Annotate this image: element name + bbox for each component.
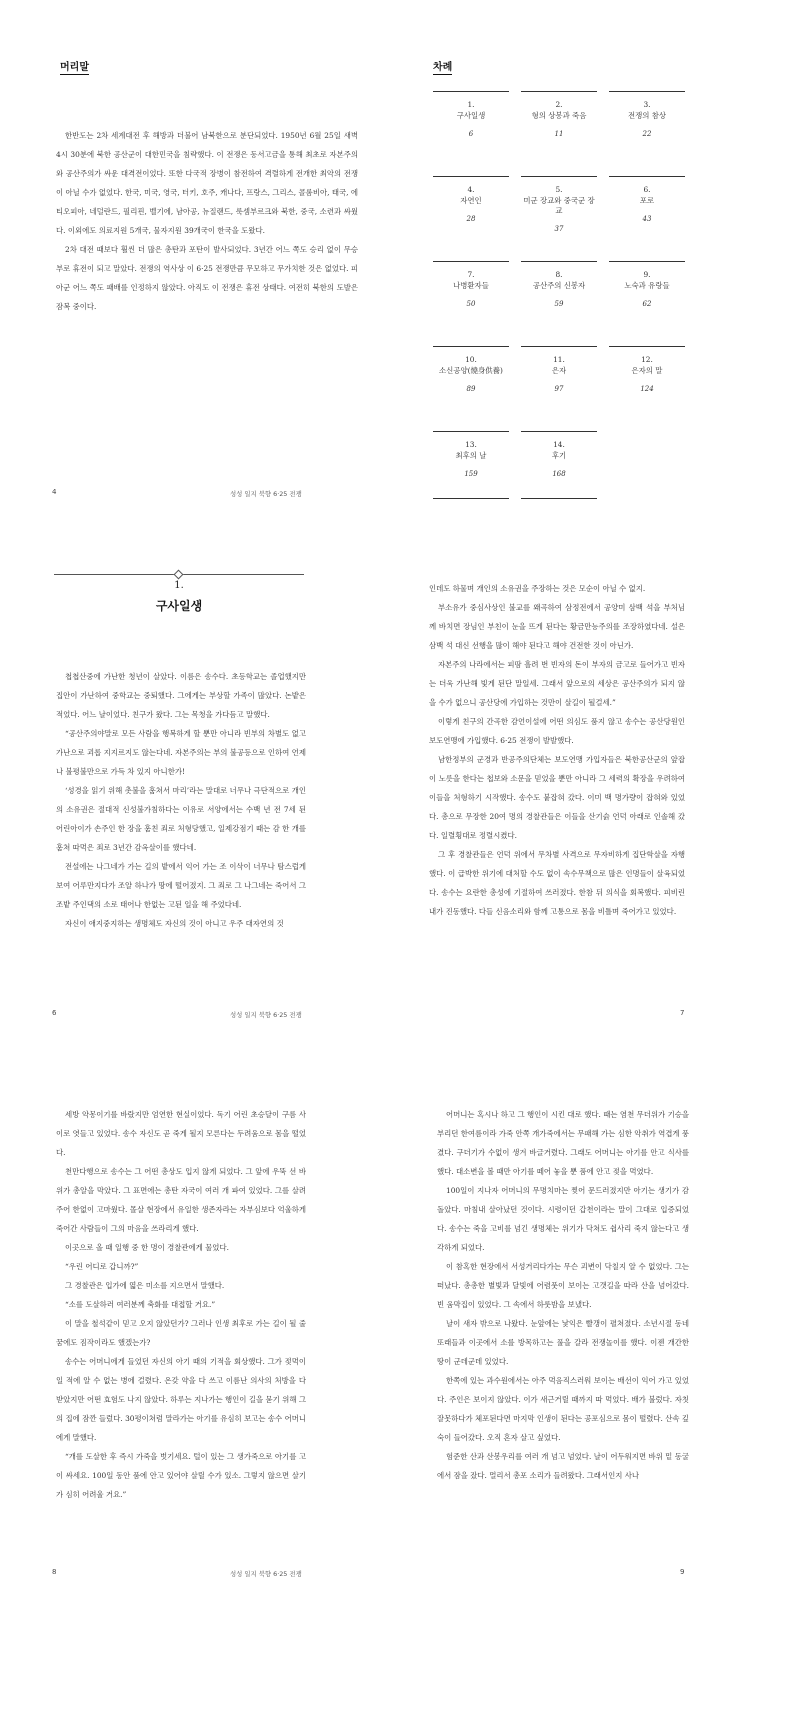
toc-page: 59: [554, 300, 564, 308]
page-number: 9: [680, 1568, 685, 1576]
paragraph: 그 경찰관은 입가에 엷은 미소를 지으면서 말했다.: [65, 1281, 225, 1290]
paragraph: 전설에는 나그네가 가는 길의 밭에서 익어 가는 조 이삭이 너무나 탐스럽게 보여 어루만지다가 조알 하나가 땅에 떨어졌지. 그 죄로 그 나그네는 죽어서 그 조밭 주인댁의 소로 태어나 한없는 고된 일을 해 주었다네.: [56, 862, 306, 909]
paragraph: 인데도 하물며 개인의 소유권을 주장하는 것은 모순이 아닐 수 없지.: [429, 584, 646, 593]
paragraph: “공산주의야말로 모든 사람을 행복하게 할 뿐만 아니라 빈부의 차별도 없고 가난으로 괴롭 지지르지도 않는다네. 자본주의는 부의 불공등으로 인하여 언제나 불평불만으로 가득 차 있지 아니한가!: [56, 729, 306, 776]
toc-number: 6.: [643, 185, 651, 194]
preface-page: [0, 0, 405, 575]
toc-page: 50: [466, 300, 476, 308]
preface-body: [56, 126, 358, 316]
page-9: [405, 1110, 810, 1725]
toc-page: 62: [642, 300, 652, 308]
toc-number: 11.: [553, 355, 565, 364]
toc-label: 최후의 날: [455, 451, 487, 460]
toc-page: 11: [554, 130, 564, 138]
toc-page: 22: [642, 130, 652, 138]
chapter-number: 1.: [174, 580, 184, 591]
toc-item[interactable]: [433, 346, 509, 414]
paragraph: 자신이 애지중지하는 생명체도 자신의 것이 아니고 우주 대자연의 것: [65, 919, 284, 928]
toc-page: 168: [552, 470, 566, 478]
paragraph: 이렇게 친구의 간곡한 감언이설에 어떤 의심도 품지 않고 송수는 공산당원인 보도연맹에 가입했다. 6·25 전쟁이 발발했다.: [429, 717, 685, 745]
paragraph: 이곳으로 올 때 일행 중 한 명이 경찰관에게 물었다.: [65, 1243, 229, 1252]
toc-label: 노숙과 유랑들: [624, 281, 670, 290]
toc-number: 10.: [465, 355, 477, 364]
toc-number: 5.: [555, 185, 563, 194]
paragraph: 첩첩산중에 가난한 청년이 살았다. 이름은 송수다. 초등학교는 졸업했지만 집안이 가난하여 중학교는 중퇴했다. 그에게는 부상할 가족이 많았다. 논밭은 적었다. 어느 날이었다. 친구가 왔다. 그는 목청을 가다듬고 말했다.: [56, 672, 306, 719]
paragraph: 남한정부의 군경과 반공주의단체는 보도연맹 가입자들은 북한공산군의 앞잡이 노릇을 한다는 첩보와 소문을 믿었을 뿐만 아니라 그 세력의 확장을 우려하여 이들을 처형하기 시작했다. 송수도 붙잡혀 갔다. 이미 백 명가량이 잡혀와 있었다. 총으로 무장한 20여 명의 경찰관들은 이들을 산기슭 언덕 아래로 인솔해 갔다. 일렬횡대로 정렬시켰다.: [429, 755, 685, 840]
toc-number: 14.: [553, 440, 565, 449]
toc-page: 124: [640, 385, 654, 393]
toc-page: 159: [464, 470, 478, 478]
page9-body: [437, 1105, 689, 1485]
chapter1-page: [0, 575, 405, 1150]
toc-page: 89: [466, 385, 476, 393]
toc-label: 구사일생: [456, 111, 486, 120]
page8-body: [56, 1105, 306, 1504]
toc-item[interactable]: [609, 91, 685, 159]
toc-item[interactable]: [521, 431, 597, 499]
paragraph: 그 후 경찰관들은 언덕 위에서 무차별 사격으로 무자비하게 집단학살을 자행했다. 이 급박한 위기에 대처할 수도 없이 속수무책으로 많은 인명들이 살육되었다. 송수는 요란한 총성에 기절하여 쓰러졌다. 한참 뒤 의식을 회복했다. 피비린내가 진동했다. 다들 신음소리와 함께 고통으로 몸을 비틀며 죽어가고 있었다.: [429, 850, 685, 916]
chapter1-body: [56, 667, 306, 933]
toc-number: 12.: [641, 355, 653, 364]
toc-label: 나병환자들: [453, 281, 489, 290]
paragraph: 한쪽에 있는 과수원에서는 아주 먹음직스러워 보이는 배선이 익어 가고 있었다. 주인은 보이지 않았다. 이가 새근거릴 때까지 따 먹었다. 배가 불렀다. 자칫 잘못하다가 체포된다면 마지막 인생이 된다는 공포심으로 몸이 떨렸다. 산속 깊숙이 들어갔다. 오직 혼자 살고 싶었다.: [437, 1376, 689, 1442]
toc-number: 8.: [555, 270, 563, 279]
paragraph: 2차 대전 때보다 훨씬 더 많은 총탄과 포탄이 발사되었다. 3년간 어느 쪽도 승리 없이 무승부로 휴전이 되고 말았다. 전쟁의 역사상 이 6·25 전쟁만큼 무모하고 무가치한 것은 없었다. 피아군 어느 쪽도 패배를 인정하지 않았다. 아직도 이 전쟁은 휴전 상태다. 여전히 북한의 도발은 잠복 중이다.: [56, 245, 358, 311]
paragraph: “개를 도살한 후 즉시 가죽을 벗기세요. 털이 있는 그 생가죽으로 아기를 고이 싸세요. 100일 동안 품에 안고 있어야 살릴 수가 있소. 그렇지 않으면 살기가 심히 어려울 거요.”: [56, 1452, 306, 1499]
running-footer: 성성 일지 북향 6·25 전쟁: [230, 490, 302, 498]
page-8: [0, 1110, 405, 1725]
paragraph: “우린 어디로 갑니까?”: [65, 1262, 139, 1271]
toc-item[interactable]: [609, 176, 685, 244]
toc-page: 28: [466, 215, 476, 223]
page7-body: [429, 579, 685, 921]
paragraph: 100일이 지나자 어머니의 무명치마는 찢어 문드러졌지만 아기는 생기가 감돌았다. 마침내 살아났던 것이다. 시령이던 갑천이라는 말이 그대로 입증되었다. 송수는 죽을 고비를 넘긴 생명체는 위기가 닥쳐도 쉽사리 죽지 않는다고 생각하게 되었다.: [437, 1186, 689, 1252]
preface-heading: 머리말: [60, 58, 89, 75]
paragraph: “소를 도살하러 여러분께 축화를 대접할 거요.”: [65, 1300, 216, 1309]
toc-label: 자연인: [460, 196, 482, 205]
toc-label: 전쟁의 참상: [627, 111, 667, 120]
running-footer: 성성 일지 북향 6·25 전쟁: [230, 1570, 302, 1578]
paragraph: 어머니는 혹시나 하고 그 행인이 시킨 대로 했다. 때는 염천 무더위가 기승을 부리던 한여름이라 가죽 안쪽 개가죽에서는 무패해 가는 심한 악취가 역겹게 풍겼다. 구더기가 수없이 생겨 바글거렸다. 그래도 어머니는 아기를 안고 식사를 했다. 대소변을 볼 때만 아기를 떼어 놓을 뿐 품에 안고 젖을 먹였다.: [437, 1110, 689, 1176]
toc-item[interactable]: [433, 91, 509, 159]
toc-label: 후기: [551, 451, 567, 460]
toc-item[interactable]: [609, 261, 685, 329]
table-of-contents: [433, 91, 685, 499]
toc-label: 은자의 말: [631, 366, 663, 375]
toc-number: 13.: [465, 440, 477, 449]
page-7: [405, 575, 810, 1150]
paragraph: 송수는 어머니에게 들었던 자신의 아기 때의 기적을 회상했다. 그가 젖먹이일 적에 알 수 없는 병에 걸렸다. 온갖 약을 다 쓰고 이름난 의사의 처방을 다 받았지만 어떤 효험도 나지 않았다. 하루는 지나가는 행인이 길을 묻기 위해 그의 집에 잠깐 들렀다. 30평이쳐럼 말라가는 아기를 유심히 보고는 송수 어머니에게 말했다.: [56, 1357, 306, 1442]
page-number: 4: [52, 488, 57, 496]
toc-number: 9.: [643, 270, 651, 279]
toc-label: 포로: [639, 196, 655, 205]
chapter-title: 구사일생: [155, 599, 203, 613]
paragraph: 험준한 산과 산봉우리를 여러 개 넘고 넘었다. 날이 어두워지면 바위 밑 동굴에서 잠을 잤다. 멀리서 총포 소리가 들려왔다. 그래서인지 사나: [437, 1452, 689, 1480]
toc-number: 4.: [467, 185, 475, 194]
paragraph: ‘성경을 읽기 위해 촛불을 훔쳐서 마리’라는 말대로 너무나 극단적으로 개인의 소유권은 절대적 신성불가침하다는 이유로 서양에서는 수백 년 전 7세 된 어린아이가 손주인 한 장을 훔친 죄로 처형당했고, 일제강점기 때는 감 한 개를 훔쳐 따먹은 죄로 3년간 감옥살이를 했다네.: [56, 786, 306, 852]
toc-page: 43: [642, 215, 652, 223]
toc-page: 6: [468, 130, 474, 138]
paragraph: 부소유가 중심사상인 불교를 왜곡하여 삼정전에서 공양미 삼백 석을 부처님께 바치면 장님인 부친이 눈을 뜨게 된다는 황금만능주의를 조장하였다네. 설은 삼백 석 대신 선행을 많이 해야 된다고 해야 건전한 것이 아닌가.: [429, 603, 685, 650]
toc-label: 공산주의 신봉자: [532, 281, 586, 290]
toc-number: 1.: [467, 100, 475, 109]
paragraph: 세방 악몽이기를 바랐지만 엄연한 현실이었다. 독기 어린 초승달이 구름 사이로 엿들고 있었다. 송수 자신도 곧 죽게 될지 모른다는 두려움으로 몸을 떨었다.: [56, 1110, 306, 1157]
contents-heading: 차례: [433, 58, 452, 75]
toc-item[interactable]: [521, 261, 597, 329]
toc-page: 37: [554, 225, 564, 233]
page-number: 6: [52, 1009, 57, 1017]
toc-item[interactable]: [433, 261, 509, 329]
toc-number: 2.: [555, 100, 563, 109]
toc-label: 형의 상봉과 죽음: [531, 111, 587, 120]
running-footer: 성성 일지 북향 6·25 전쟁: [230, 1011, 302, 1019]
contents-page: [405, 0, 810, 575]
paragraph: 날이 새자 밖으로 나왔다. 눈앞에는 낯익은 빨갱이 펼쳐졌다. 소년시절 동네 또래들과 이곳에서 소를 방목하고는 풀을 갈라 전쟁놀이를 했다. 이젠 개간한 땅이 군데군데 있었다.: [437, 1319, 689, 1366]
toc-label: 은자: [551, 366, 567, 375]
toc-page: 97: [554, 385, 564, 393]
toc-number: 7.: [467, 270, 475, 279]
toc-item[interactable]: [521, 91, 597, 159]
toc-label: 미군 장교와 중국군 장교: [523, 196, 595, 215]
diamond-icon: [174, 570, 184, 580]
toc-item[interactable]: [609, 346, 685, 414]
toc-item[interactable]: [521, 176, 597, 244]
page-number: 8: [52, 1568, 57, 1576]
toc-number: 3.: [643, 100, 651, 109]
paragraph: 천만다행으로 송수는 그 어떤 총상도 입지 않게 되었다. 그 앞에 우뚝 선 바위가 총알을 막았다. 그 표면에는 총탄 자국이 여러 개 파여 있었다. 그를 살려 주어 한없이 고마웠다. 몰살 현장에서 유일한 생존자라는 자부심보다 억울하게 죽어간 사람들이 그의 마음을 쓰라리게 했다.: [56, 1167, 306, 1233]
paragraph: 자본주의 나라에서는 피땀 흘려 번 빈자의 돈이 부자의 금고로 들어가고 빈자는 더욱 가난해 빛게 된단 말일세. 그래서 앞으로의 세상은 공산주의가 되지 않을 수가 없으니 공산당에 가입하는 것만이 살길이 될걸세.”: [429, 660, 685, 707]
page-number: 7: [680, 1009, 685, 1017]
toc-label: 소신공양(燒身供養): [439, 366, 503, 375]
toc-item[interactable]: [433, 431, 509, 499]
paragraph: 이 참혹한 현장에서 서성거리다가는 무슨 괴변이 닥칠지 알 수 없었다. 그는 떠났다. 총총한 별빛과 달빛에 어렴풋이 보이는 고갯길을 따라 산을 넘어갔다. 빈 움막집이 있었다. 그 속에서 하룻밤을 보냈다.: [437, 1262, 689, 1309]
toc-item[interactable]: [521, 346, 597, 414]
paragraph: 이 말을 철석같이 믿고 오지 않았던가? 그러나 인생 최후로 가는 길이 될 줄 꿈에도 짐작이라도 했겠는가?: [56, 1319, 306, 1347]
toc-item[interactable]: [433, 176, 509, 244]
paragraph: 한반도는 2차 세계대전 후 해방과 더불어 남북한으로 분단되었다. 1950년 6월 25일 새벽 4시 30분에 북한 공산군이 대한민국을 침략했다. 이 전쟁은 동서고금을 통해 최초로 자본주의와 공산주의가 싸운 대격전이었다. 또한 다국적 장병이 참전하여 격렬하게 전개한 최악의 전쟁이 아닐 수가 없었다. 한국, 미국, 영국, 터키, 호주, 캐나다, 프랑스, 그리스, 콜롬비아, 태국, 에티오피아, 네덜란드, 필리핀, 벨기에, 남아공, 뉴질랜드, 룩셈부르크와 북한, 중국, 소련과 싸웠다. 이외에도 의료지원 5개국, 물자지원 39개국이 한국을 도왔다.: [56, 131, 358, 235]
